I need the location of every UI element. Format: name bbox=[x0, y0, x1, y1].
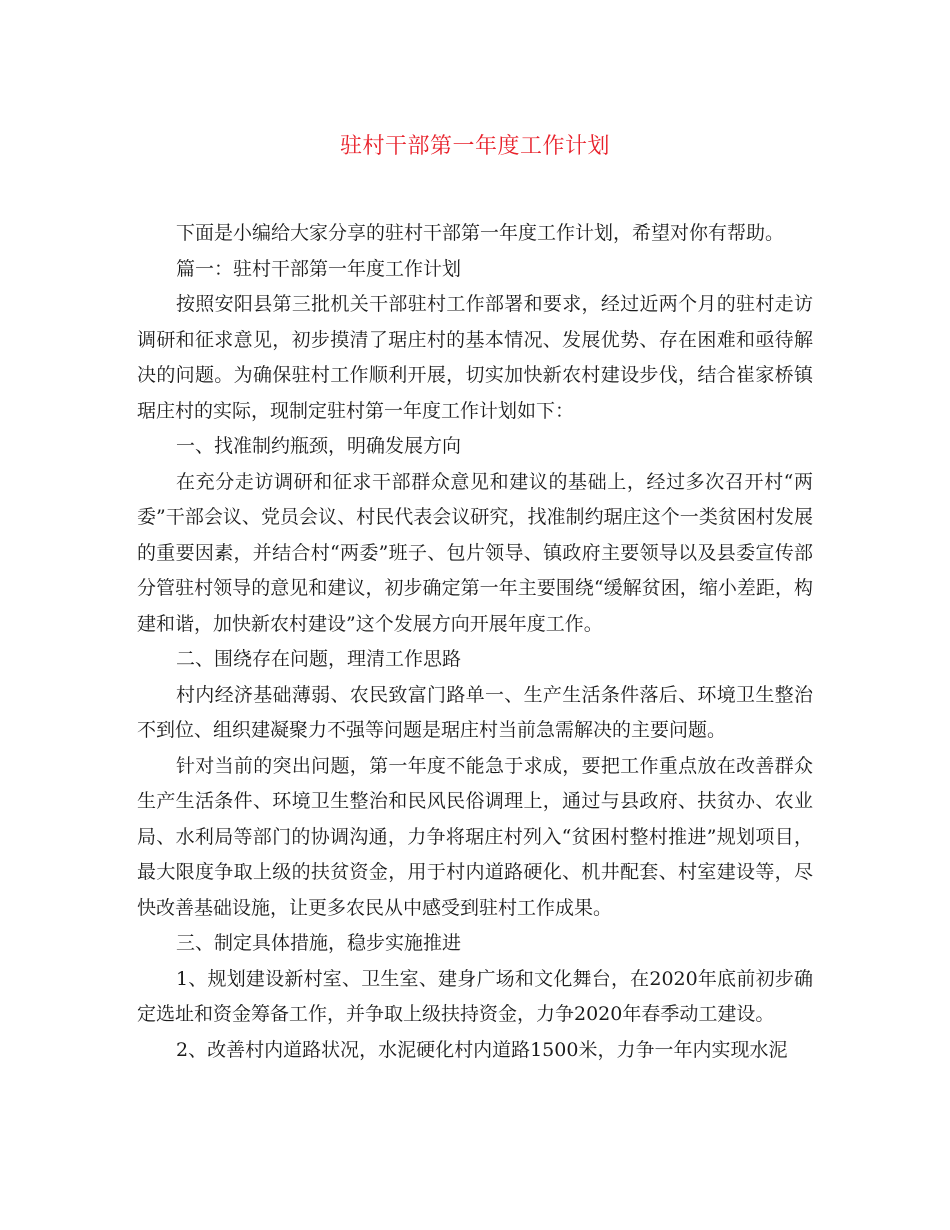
paragraph-problems: 村内经济基础薄弱、农民致富门路单一、生产生活条件落后、环境卫生整治不到位、组织建凝聚力不强等问题是琚庄村当前急需解决的主要问题。 bbox=[137, 683, 813, 741]
paragraph-direction: 在充分走访调研和征求干部群众意见和建议的基础上，经过多次召开村“两委”干部会议、党员会议、村民代表会议研究，找准制约琚庄这个一类贫困村发展的重要因素，并结合村“两委”班子、包片领导、镇政府主要领导以及县委宣传部分管驻村领导的意见和建议，初步确定第一年主要围绕“缓解贫困，缩小差距，构建和谐，加快新农村建设”这个发展方向开展年度工作。 bbox=[137, 470, 813, 635]
document-body bbox=[137, 216, 813, 1068]
section-heading-part-one: 篇一：驻村干部第一年度工作计划 bbox=[176, 257, 462, 280]
heading-two: 二、围绕存在问题，理清工作思路 bbox=[176, 648, 462, 670]
paragraph-approach: 针对当前的突出问题，第一年度不能急于求成，要把工作重点放在改善群众生产生活条件、环境卫生整治和民风民俗调理上，通过与县政府、扶贫办、农业局、水利局等部门的协调沟通，力争将琚庄村列入“贫困村整村推进”规划项目，最大限度争取上级的扶贫资金，用于村内道路硬化、机井配套、村室建设等，尽快改善基础设施，让更多农民从中感受到驻村工作成果。 bbox=[137, 754, 813, 919]
heading-three: 三、制定具体措施，稳步实施推进 bbox=[176, 932, 462, 954]
list-item-1: 1、规划建设新村室、卫生室、建身广场和文化舞台，在2020年底前初步确定选址和资金筹备工作，并争取上级扶持资金，力争2020年春季动工建设。 bbox=[137, 967, 813, 1025]
paragraph-background: 按照安阳县第三批机关干部驻村工作部署和要求，经过近两个月的驻村走访调研和征求意见，初步摸清了琚庄村的基本情况、发展优势、存在困难和亟待解决的问题。为确保驻村工作顺利开展，切实加快新农村建设步伐，结合崔家桥镇琚庄村的实际，现制定驻村第一年度工作计划如下： bbox=[137, 293, 813, 422]
heading-one: 一、找准制约瓶颈，明确发展方向 bbox=[176, 435, 462, 457]
document-title: 驻村干部第一年度工作计划 bbox=[339, 134, 610, 159]
paragraph-intro: 下面是小编给大家分享的驻村干部第一年度工作计划，希望对你有帮助。 bbox=[176, 222, 785, 244]
list-item-2: 2、改善村内道路状况，水泥硬化村内道路1500米，力争一年内实现水泥 bbox=[176, 1038, 788, 1061]
